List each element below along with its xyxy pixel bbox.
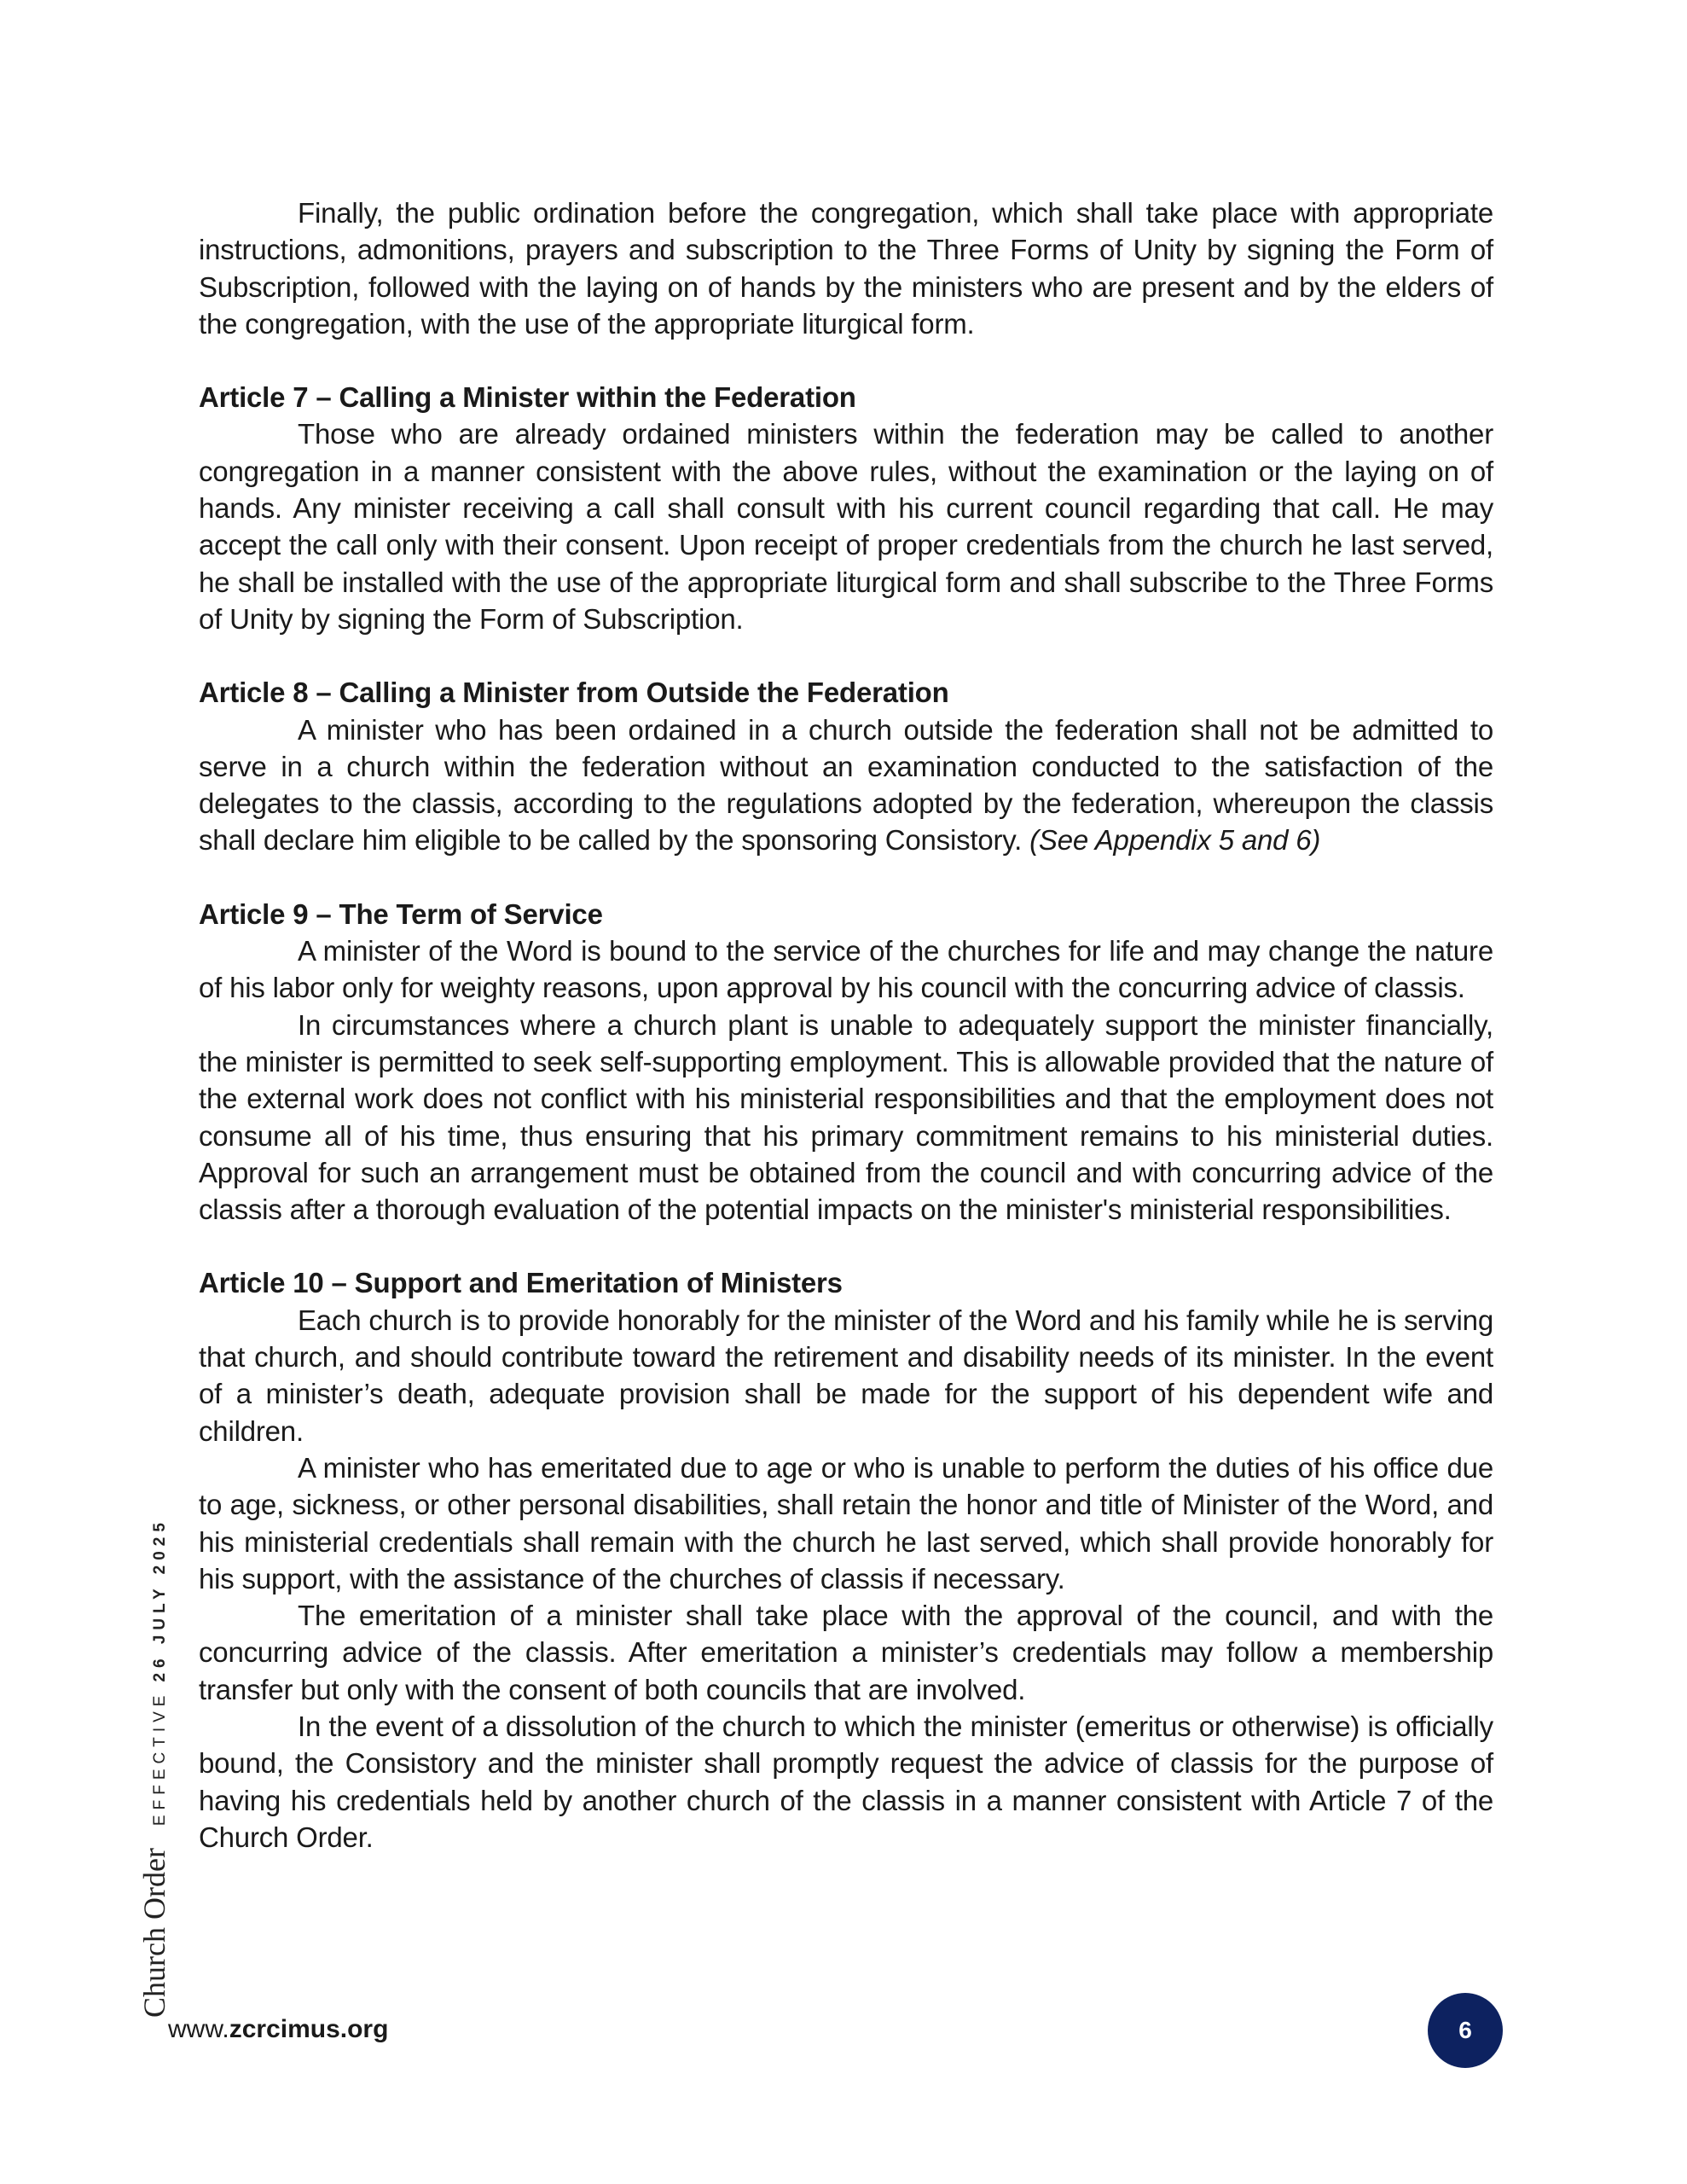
intro-paragraph: Finally, the public ordination before the congregation, which shall take place with appropriate instructions, admonitions, prayers and subscription to the Three Forms of Unity by signing the Form of Subscription, followed with the laying on of hands by the ministers who are present and by the elders of the congregation, with the use of the appropriate liturgical form. — [199, 197, 1493, 340]
article-10 — [199, 1264, 1493, 1856]
article-9 — [199, 896, 1493, 1228]
article-7 — [199, 379, 1493, 637]
sidebar-label — [136, 1518, 172, 2018]
article-heading: Article 10 – Support and Emeritation of Ministers — [199, 1267, 843, 1299]
sidebar-title: Church Order — [137, 1848, 171, 2018]
article-heading: Article 8 – Calling a Minister from Outside the Federation — [199, 677, 949, 709]
article-paragraph: A minister of the Word is bound to the service of the churches for life and may change the nature of his labor only for weighty reasons, upon approval by his council with the concurring advice of classis. — [199, 935, 1493, 1004]
document-body — [199, 195, 1493, 1856]
effective-label: EFFECTIVE — [151, 1690, 169, 1827]
article-paragraph: In the event of a dissolution of the church to which the minister (emeritus or otherwise) is officially bound, the Consistory and the minister shall promptly request the advice of classis for the purpose of having his credentials held by another church of the classis in a manner consistent with Article 7 of the Church Order. — [199, 1710, 1493, 1853]
article-8 — [199, 674, 1493, 858]
website-link[interactable] — [168, 2015, 388, 2044]
url-prefix: www. — [168, 2015, 229, 2043]
appendix-note: (See Appendix 5 and 6) — [1029, 824, 1321, 857]
article-heading: Article 9 – The Term of Service — [199, 897, 603, 930]
effective-date: 26 JULY 2025 — [151, 1518, 169, 1682]
article-paragraph: In circumstances where a church plant is unable to adequately support the minister financially, the minister is permitted to seek self-supporting employment. This is allowable provided that the nature of the external work does not conflict with his ministerial responsibilities and that the employment does not consume all of his time, thus ensuring that his primary commitment remains to his ministerial duties. Approval for such an arrangement must be obtained from the council and with concurring advice of the classis after a thorough evaluation of the potential impacts on the minister's ministerial responsibilities. — [199, 1008, 1493, 1226]
article-paragraph — [199, 712, 1493, 859]
article-paragraph: The emeritation of a minister shall take place with the approval of the council, and with the concurring advice of the classis. After emeritation a minister’s credentials may follow a membership transfer but only with the consent of both councils that are involved. — [199, 1600, 1493, 1705]
url-domain: zcrcimus.org — [229, 2015, 389, 2043]
article-paragraph: Those who are already ordained ministers within the federation may be called to another congregation in a manner consistent with the above rules, without the examination or the laying on of hands. Any minister receiving a call shall consult with his current council regarding that call. He may accept the call only with their consent. Upon receipt of proper credentials from the church he last served, he shall be installed with the use of the appropriate liturgical form and shall subscribe to the Three Forms of Unity by signing the Form of Subscription. — [199, 418, 1493, 635]
article-paragraph: A minister who has emeritated due to age or who is unable to perform the duties of his office due to age, sickness, or other personal disabilities, shall retain the honor and title of Minister of the Word, and his ministerial credentials shall remain with the church he last served, which shall provide honorably for his support, with the assistance of the churches of classis if necessary. — [199, 1451, 1493, 1594]
article-paragraph: Each church is to provide honorably for the minister of the Word and his family while he is serving that church, and should contribute toward the retirement and disability needs of its minister. In the event of a minister’s death, adequate provision shall be made for the support of his dependent wife and children. — [199, 1304, 1493, 1447]
article-paragraph-text: A minister who has been ordained in a church outside the federation shall not be admitted to serve in a church within the federation without an examination conducted to the satisfaction of the delegates to the classis, according to the regulations adopted by the federation, whereupon the classis shall declare him eligible to be called by the sponsoring Consistory. — [199, 713, 1493, 857]
page-number-badge: 6 — [1428, 1993, 1503, 2068]
article-heading: Article 7 – Calling a Minister within the Federation — [199, 381, 856, 414]
